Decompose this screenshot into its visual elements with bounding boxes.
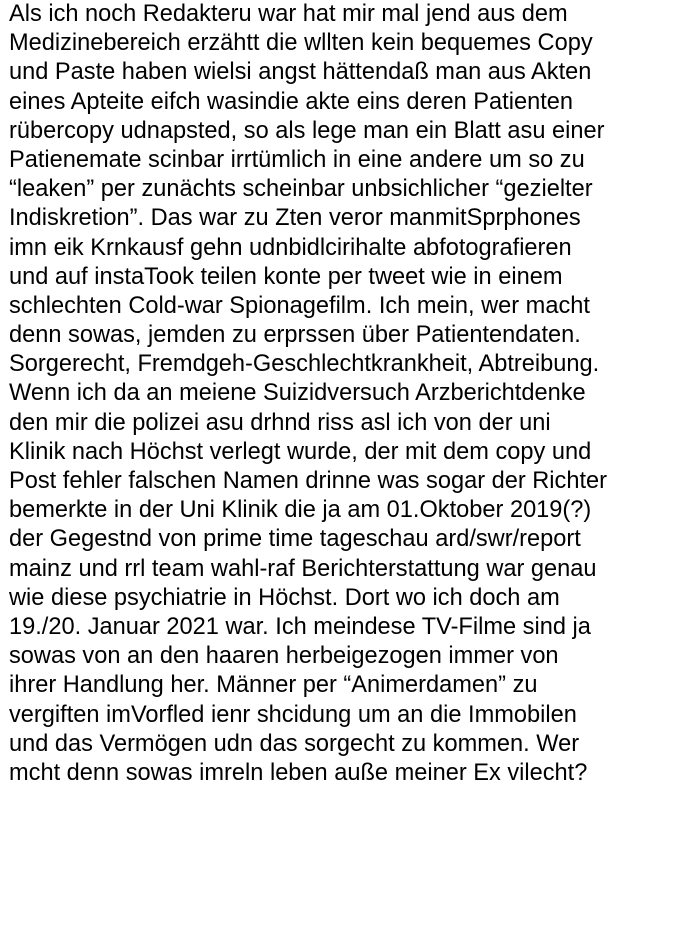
text-line: bemerkte in der Uni Klinik die ja am 01.Oktober 2019(?) [9, 497, 592, 524]
text-line: Als ich noch Redakteru war hat mir mal jend aus dem [9, 1, 568, 27]
body-text [9, 0, 679, 788]
text-line: ihrer Handlung her. Männer per “Animerdamen” zu [9, 672, 538, 699]
text-line: “leaken” per zunächts scheinbar unbsichlicher “gezielter [9, 176, 593, 203]
text-line: eines Apteite eifch wasindie akte eins deren Patienten [9, 88, 574, 115]
text-line: den mir die polizei asu drhnd riss asl ich von der uni [9, 409, 551, 436]
text-line: Patienemate scinbar irrtümlich in eine andere um so zu [9, 146, 585, 173]
text-line: und auf instaTook teilen konte per tweet wie in einem [9, 263, 563, 290]
text-line: imn eik Krnkausf gehn udnbidlcirihalte abfotografieren [9, 234, 572, 261]
text-line: Klinik nach Höchst verlegt wurde, der mit dem copy und [9, 438, 592, 465]
text-line: schlechten Cold-war Spionagefilm. Ich mein, wer macht [9, 292, 590, 319]
text-line: der Gegestnd von prime time tageschau ard/swr/report [9, 526, 581, 553]
text-line: rübercopy udnapsted, so als lege man ein Blatt asu einer [9, 117, 605, 144]
text-line: vergiften imVorfled ienr shcidung um an die Immobilen [9, 701, 577, 728]
text-line: 19./20. Januar 2021 war. Ich meindese TV-Filme sind ja [9, 613, 591, 640]
text-line: Wenn ich da an meiene Suizidversuch Arzberichtdenke [9, 380, 586, 407]
text-line: und Paste haben wielsi angst hättendaß man aus Akten [9, 59, 592, 86]
text-line: und das Vermögen udn das sorgecht zu kommen. Wer [9, 730, 580, 757]
text-line: denn sowas, jemden zu erprssen über Patientendaten. [9, 322, 581, 349]
text-line: Post fehler falschen Namen drinne was sogar der Richter [9, 468, 608, 494]
text-line: mainz und rrl team wahl-raf Berichterstattung war genau [9, 555, 597, 582]
text-line: sowas von an den haaren herbeigezogen immer von [9, 643, 559, 670]
text-line: Medizinebereich erzähtt die wllten kein bequemes Copy [9, 30, 593, 57]
text-line: Sorgerecht, Fremdgeh-Geschlechtkrankheit, Abtreibung. [9, 351, 600, 378]
text-line: mcht denn sowas imreln leben auße meiner Ex vilecht? [9, 759, 588, 786]
text-line: Indiskretion”. Das war zu Zten veror manmitSprphones [9, 205, 581, 232]
text-line: wie diese psychiatrie in Höchst. Dort wo ich doch am [9, 584, 560, 611]
